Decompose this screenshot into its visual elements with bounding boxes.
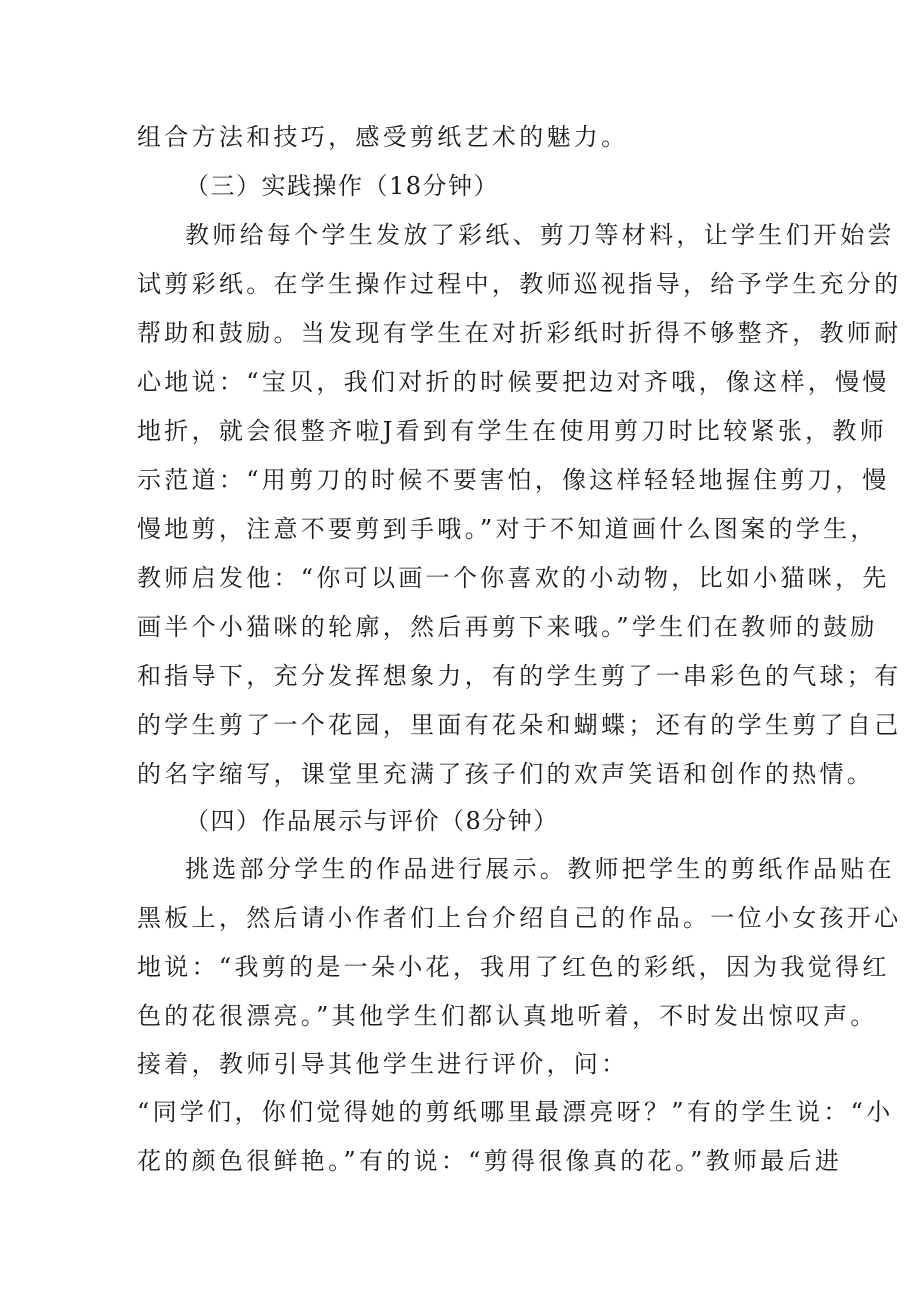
paragraph-line: 地说：“我剪的是一朵小花，我用了红色的彩纸，因为我觉得红 [137,953,890,981]
paragraph-line: 教师给每个学生发放了彩纸、剪刀等材料，让学生们开始尝 [185,221,895,249]
paragraph-line: 慢地剪，注意不要剪到手哦。”对于不知道画什么图案的学生， [137,515,878,543]
paragraph-line: 教师启发他：“你可以画一个你喜欢的小动物，比如小猫咪，先 [137,564,890,592]
paragraph-line: 画半个小猫咪的轮廓，然后再剪下来哦。”学生们在教师的鼓励 [137,613,878,641]
paragraph-line: 试剪彩纸。在学生操作过程中，教师巡视指导，给予学生充分的 [137,270,902,298]
paragraph-line: 心地说：“宝贝，我们对折的时候要把边对齐哦，像这样，慢慢 [137,368,890,396]
paragraph-line: 和指导下，充分发挥想象力，有的学生剪了一串彩色的气球；有 [137,662,902,690]
paragraph-line: “同学们，你们觉得她的剪纸哪里最漂亮呀？”有的学生说：“小 [137,1098,894,1126]
paragraph-line: 挑选部分学生的作品进行展示。教师把学生的剪纸作品贴在 [185,855,895,883]
paragraph-line: 接着，教师引导其他学生进行评价，问： [137,1050,629,1078]
section-heading-showcase: （四）作品展示与评价（8分钟） [185,807,559,835]
paragraph-line: 组合方法和技巧，感受剪纸艺术的魅力。 [137,123,629,151]
paragraph-line: 帮助和鼓励。当发现有学生在对折彩纸时折得不够整齐，教师耐 [137,319,902,347]
paragraph-line: 的名字缩写，课堂里充满了孩子们的欢声笑语和创作的热情。 [137,760,875,788]
paragraph-line: 花的颜色很鲜艳。”有的说：“剪得很像真的花。”教师最后进 [137,1147,843,1175]
paragraph-line: 色的花很漂亮。”其他学生们都认真地听着，不时发出惊叹声。 [137,1002,878,1030]
paragraph-line: 的学生剪了一个花园，里面有花朵和蝴蝶；还有的学生剪了自己 [137,711,902,739]
paragraph-line: 示范道：“用剪刀的时候不要害怕，像这样轻轻地握住剪刀，慢 [137,466,890,494]
paragraph-line: 地折，就会很整齐啦J看到有学生在使用剪刀时比较紧张，教师 [137,417,888,445]
paragraph-line: 黑板上，然后请小作者们上台介绍自己的作品。一位小女孩开心 [137,904,902,932]
section-heading-practice: （三）实践操作（18分钟） [185,172,500,200]
